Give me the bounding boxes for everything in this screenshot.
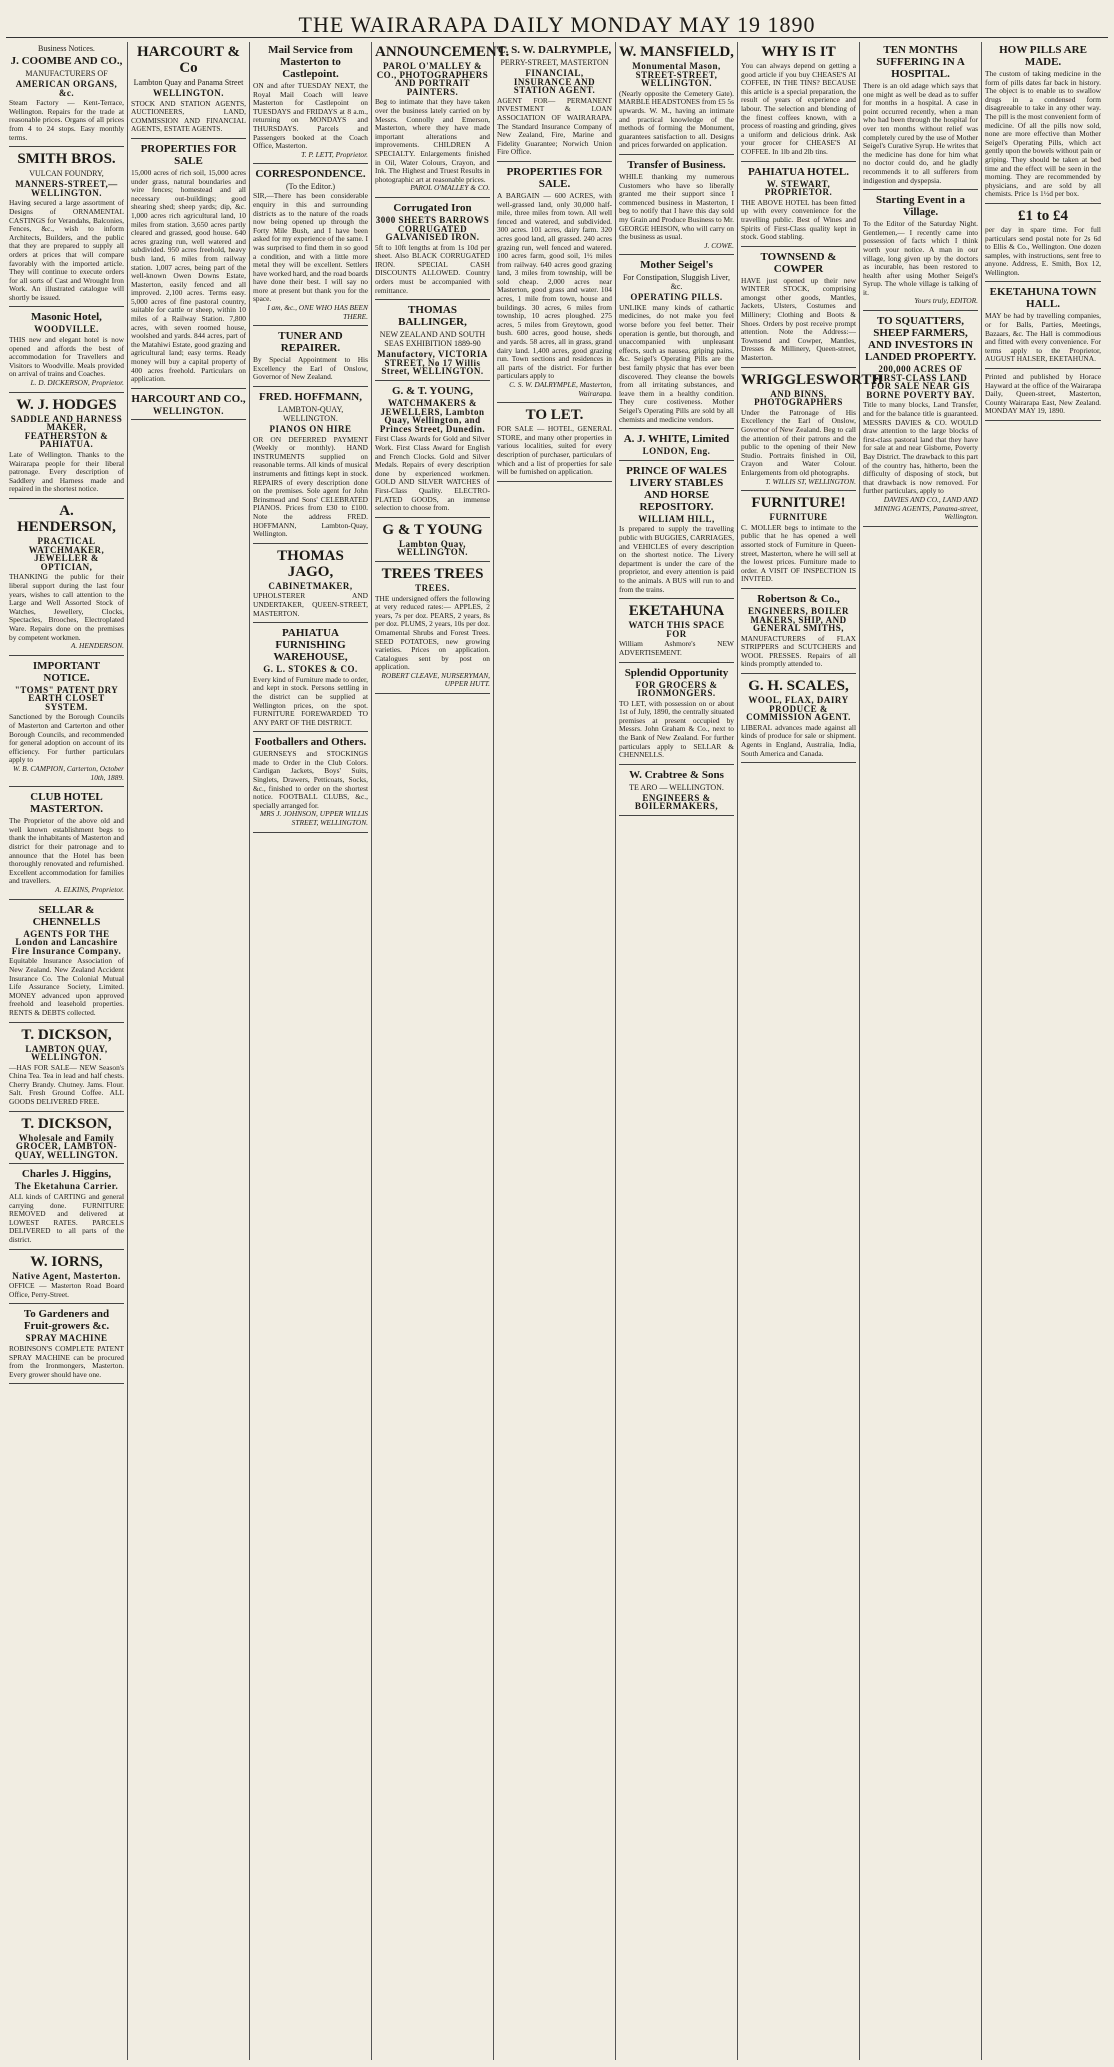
ad-signature: L. D. DICKERSON, Proprietor. (30, 378, 124, 388)
ad-body-text: Having secured a large assortment of Designs of ORNAMENTAL CASTINGS for Verandahs, Balconies, Fences, &c., wish to inform Architects, Builders, and the public that they are prepared to supply all orders at prices that will compare favorably with the imported article. They will continue to execute orders for all sorts of Cast and Wrought Iron Work. An illustrated catalogue will shortly be issued. (9, 198, 124, 302)
ad-divider (375, 380, 490, 381)
ad-heading: Charles J. Higgins, (21, 1168, 112, 1181)
ad-divider (741, 588, 856, 589)
ad-heading: G & T YOUNG (382, 521, 483, 538)
ad-caps-line: FINANCIAL, INSURANCE AND STATION AGENT. (513, 68, 596, 96)
advertisement (985, 373, 1101, 416)
advertisement (9, 660, 124, 783)
column-7 (738, 42, 884, 2060)
ad-body-text: OFFICE — Masterton Road Board Office, Perry-Street. (9, 1281, 124, 1299)
advertisement (741, 678, 856, 758)
ad-heading: HARCOURT AND CO., (131, 392, 246, 405)
ad-heading: To Gardeners and Fruit-growers &c. (23, 1308, 110, 1333)
ad-body-text: Under the Patronage of His Excellency the Earl of Onslow, Governor of New Zealand. Beg to call the attention of their patrons and the public to the opening of their New Studio. Portraits finished in Oil, Crayon and Water Colour. Enlargements from old photographs. (741, 407, 856, 477)
ad-body-text: Steam Factory — Kent-Terrace, Wellington. Repairs for the trade at reasonable prices. Organs of all prices from 4 to 24 stops. Easy monthly terms. (9, 98, 124, 142)
advertisement (9, 1308, 124, 1379)
ad-caps-line: FOR GROCERS & IRONMONGERS. (635, 679, 718, 699)
ad-signature: J. COWE. (704, 240, 734, 250)
ad-body-text: THE ABOVE HOTEL has been fitted up with every convenience for the travelling public. Best of Wines and Spirits of First-Class quality kept in stock. Good stabling. (741, 197, 856, 242)
ad-body-text: Is prepared to supply the travelling public with BUGGIES, CARRIAGES, and VEHICLES of every description on the shortest notice. The Livery department is under the care of the proprietor, and every attention is paid to the animals. A BUS will run to and from the trains. (619, 524, 734, 594)
ad-heading: Corrugated Iron (393, 201, 472, 214)
ad-divider (619, 428, 734, 429)
ad-divider (9, 786, 124, 787)
ad-divider (375, 517, 490, 518)
ad-divider (985, 281, 1101, 282)
advertisement (497, 407, 612, 477)
ad-caps-line: SPRAY MACHINE (25, 1333, 108, 1344)
ad-body-text: OR ON DEFERRED PAYMENT (Weekly or monthly). HAND INSTRUMENTS supplied on reasonable terms. All kinds of musical instruments and fittings kept in stock. REPAIRS of every description done on the premises. Sole agent for John Brinsmead and Sons' CELEBRATED PIANOS. Prices from £30 to £100. Note the address FRED. HOFFMANN, Lambton-Quay, Wellington. (253, 434, 368, 539)
ad-divider (253, 386, 368, 387)
ad-heading: TEN MONTHS SUFFERING IN A HOSPITAL. (876, 44, 965, 80)
ad-heading: Mother Seigel's (640, 259, 713, 272)
ad-body-text: Printed and published by Horace Hayward at the office of the Wairarapa Daily, Queen-street, Masterton, County Wairarapa East, New Zealand. MONDAY MAY 19, 1890. (985, 372, 1101, 416)
masthead-title: THE WAIRARAPA DAILY MONDAY MAY 19 1890 (298, 12, 816, 37)
ad-caps-line: LONDON, Eng. (642, 446, 711, 457)
ad-heading: TO SQUATTERS, SHEEP FARMERS, AND INVESTORS IN LANDED PROPERTY. (864, 315, 977, 364)
ad-caps-line: WATCHMAKERS & JEWELLERS, Lambton Quay, Wellington, and Princes Street, Dunedin. (379, 398, 486, 434)
advertisement (619, 667, 734, 760)
ad-caps-line: WELLINGTON. (152, 88, 225, 98)
column-1 (6, 42, 128, 2060)
ad-subheading: LAMBTON-QUAY, WELLINGTON. (277, 405, 344, 424)
ad-body-text: FOR SALE — HOTEL, GENERAL STORE, and many other properties in various localities, suited for every description of purchaser, particulars of which and a list of properties for sale will be furnished on application. (497, 424, 612, 477)
ad-body-text: LIBERAL advances made against all kinds of produce for sale or shipment. Agents in England, Australia, India, South America and Canada. (741, 722, 856, 758)
ad-body-text: ALL kinds of CARTING and general carrying done. FURNITURE REMOVED and delivered at LOWEST RATES. PARCELS DELIVERED to all parts of the district. (9, 1192, 124, 1244)
ad-heading: Masonic Hotel, (31, 311, 102, 324)
ad-body-text: Late of Wellington. Thanks to the Wairarapa people for their liberal patronage. Every description of Saddlery and Harness made and repaired in the shortest notice. (9, 450, 124, 494)
ad-subheading: For Constipation, Sluggish Liver, &c. (622, 273, 730, 292)
ad-divider (985, 420, 1101, 421)
ad-signature: T. WILLIS ST, WELLINGTON. (765, 476, 856, 486)
ad-heading: FURNITURE! (751, 495, 846, 512)
column-4 (372, 42, 510, 2060)
advertisement (741, 495, 856, 584)
ad-heading: WHY IS IT (761, 44, 836, 60)
ad-divider (863, 189, 978, 190)
ad-heading: TO LET. (525, 407, 584, 424)
ad-signature: C. S. W. DALRYMPLE, Masterton, Wairarapa. (509, 380, 612, 398)
ad-caps-line: OPERATING PILLS. (630, 292, 723, 303)
advertisement (375, 566, 490, 689)
ad-heading: Footballers and Others. (254, 736, 367, 749)
ad-subheading: VULCAN FOUNDRY, (29, 169, 104, 179)
advertisement (131, 44, 246, 134)
column-9 (982, 42, 1104, 2060)
ad-signature: I am, &c., ONE WHO HAS BEEN THERE. (267, 303, 368, 321)
ad-signature: DAVIES AND CO., LAND AND MINING AGENTS, Panama-street, Wellington. (874, 494, 978, 522)
ad-signature: T. P. LETT, Proprietor. (301, 149, 368, 159)
ad-divider (619, 764, 734, 765)
ad-heading: PRINCE OF WALES LIVERY STABLES AND HORSE REPOSITORY. (626, 464, 727, 513)
ad-caps-line: ENGINEERS, BOILER MAKERS, SHIP, AND GENERAL SMITHS, (747, 605, 850, 634)
ad-divider (9, 1163, 124, 1164)
advertisement (741, 251, 856, 363)
ad-heading: T. DICKSON, (21, 1115, 112, 1132)
ad-divider (741, 762, 856, 763)
ad-heading: SMITH BROS. (17, 151, 116, 168)
ad-body-text: UNLIKE many kinds of cathartic medicines, do not make you feel worse before you feel better. Their operation is gentle, but thorough, and unaccompanied with unpleasant effects, such as nausea, griping pains, &c. Seigel's Operating Pills are the best family physic that has ever been discovered. They cleanse the bowels from all irritating substances, and leave them in a healthy condition. They cure costiveness. Mother Seigel's Operating Pills are sold by all chemists and medicine vendors. (619, 302, 734, 424)
ad-divider (985, 203, 1101, 204)
ad-heading: J. COOMBE AND CO., (10, 55, 123, 67)
advertisement (741, 593, 856, 669)
ad-divider (741, 490, 856, 491)
ad-divider (9, 1303, 124, 1304)
ad-body-text: THIS new and elegant hotel is now opened and affords the best of accommodation for Travellers and Visitors to Woodville. Meals provided on arrival of trains and Coaches. (9, 335, 124, 379)
column-3 (250, 42, 372, 2060)
ad-divider (619, 815, 734, 816)
ad-body-text: There is an old adage which says that one might as well be dead as to suffer for months in a hospital. A case in point occurred recently, when a man who had been through the hospital for over ten months without relief was completely cured by the use of Mother Seigel's Curative Syrup. He writes that the medicine has done for him what no doctor could do, and he gladly recommends it to all sufferers from indigestion and dyspepsia. (863, 81, 978, 185)
advertisement (741, 371, 884, 487)
ad-caps-line: "TOMS" PATENT DRY EARTH CLOSET SYSTEM. (14, 684, 119, 712)
ad-heading: TUNER AND REPAIRER. (278, 330, 343, 355)
advertisement (9, 1116, 124, 1160)
masthead-rule (6, 37, 1108, 38)
ad-body-text: THANKING the public for their liberal support during the last four years, wishes to call attention to the Large and Well Assorted Stock of Watches, Jewellery, Clocks, Spectacles, Brooches, Electroplated Ware. Repairs done on the premises by competent workmen. (9, 572, 124, 642)
ad-caps-line: WELLINGTON. (152, 405, 225, 416)
ad-caps-line: WILLIAM HILL, (638, 513, 715, 524)
ad-heading: G. H. SCALES, (748, 678, 849, 695)
ad-heading: W. MANSFIELD, (619, 44, 734, 60)
ad-caps-line: PIANOS ON HIRE (269, 424, 352, 435)
advertisement (863, 315, 978, 522)
ad-heading: Starting Event in a Village. (876, 194, 965, 219)
ad-divider (253, 731, 368, 732)
advertisement (375, 202, 490, 295)
ad-body-text: ON and after TUESDAY NEXT, the Royal Mail Coach will leave Masterton for Castlepoint on TUESDAYS and FRIDAYS at 8 a.m., returning on MONDAYS and THURSDAYS. Parcels and Passengers booked at the Coach Office, Masterton. (253, 81, 368, 151)
ad-heading: CLUB HOTEL MASTERTON. (29, 791, 104, 816)
ad-body-text: UPHOLSTERER AND UNDERTAKER, QUEEN-STREET, MASTERTON. (253, 591, 368, 618)
ad-signature: MRS J. JOHNSON, UPPER WILLIS STREET, WELLINGTON. (260, 809, 368, 828)
advertisement (9, 151, 124, 302)
ad-body-text: Beg to intimate that they have taken over the business lately carried on by Messrs. Connolly and Emerson, Masterton, where they have made important alterations and improvements. CHILDREN A SPECIALTY. Enlargements finished in Oil, Water Colours, Crayon, and Ink. The Highest and Truest Results in photographic art at reasonable prices. (375, 97, 490, 184)
ad-heading: PAHIATUA HOTEL. (747, 165, 850, 178)
ad-heading: EKETAHUNA (628, 603, 725, 620)
advertisement (9, 791, 124, 894)
ad-heading: FRED. HOFFMANN, (259, 391, 362, 404)
ad-caps-line: WATCH THIS SPACE FOR (628, 620, 725, 639)
advertisement (863, 194, 978, 306)
ad-body-text: GUERNSEYS and STOCKINGS made to Order in the Club Colors. Cardigan Jackets, Boys' Suits, Singlets, Drawers, Petticoats, Socks, &c., finished to order on the shortest notice. FOOTBALL CLUBS, &c., specially arranged for. (253, 749, 368, 810)
ad-caps-line: G. L. STOKES & CO. (263, 664, 358, 675)
advertisement (253, 391, 368, 539)
ad-body-text: SIR,—There has been considerable enquiry in this and surrounding districts as to the nature of the roads now being opened up through the Forty Mile Bush, and I have been asked for my experience of the same. I was surprised to find them in so good a condition, and with a little more metal they will be excellent. Settlers have worked hard, and the road boards have done their best. I will say no more at present but thank you for the space. (253, 191, 368, 304)
ad-body-text: Every kind of Furniture made to order, and kept in stock. Persons settling in the district can be supplied at Wellington prices, on the spot. FURNITURE FOREWARDED TO ANY PART OF THE DISTRICT. (253, 674, 368, 727)
ad-divider (253, 622, 368, 623)
ad-heading: W. Crabtree & Sons (629, 768, 724, 781)
ad-divider (131, 138, 246, 139)
ad-body-text: 15,000 acres of rich soil, 15,000 acres under grass, natural boundaries and wire fences; homestead and all necessary out-buildings; good shearing shed; sheep yards; dip, &c. 1,000 acres rich agricultural land, 10 miles from station. 3,650 acres partly cleared and grassed, good house. 640 acres grazing run, well watered and subdivided. 950 acres freehold, heavy bush land, 6 miles from railway station. 1,007 acres, being part of the well-known Owen Downs Estate, Masterton, easily fenced and all improved. 2,100 acres. Terms easy. 5,000 acres of fine pastoral country, suitable for cattle or sheep, within 10 miles of a Railway Station. 7,800 acres, with seven roomed house, woolshed and yards. 844 acres, part of the Matahiwi Estate, good grazing and agricultural land; easy terms. Ready money will buy a capital property of 400 acres freehold. Particulars on application. (131, 167, 246, 384)
ad-heading: A. HENDERSON, (17, 502, 116, 535)
advertisement (619, 259, 734, 424)
ad-heading: WRIGGLESWORTH (741, 371, 884, 388)
advertisement (985, 286, 1101, 364)
advertisement (253, 168, 368, 321)
advertisement (375, 522, 490, 557)
ad-body-text: The Proprietor of the above old and well known establishment begs to thank the inhabitants of Masterton and district for their patronage and to announce that the Hotel has been thoroughly renovated and refurnished. Excellent accommodation for families and travellers. (9, 816, 124, 886)
ad-divider (131, 388, 246, 389)
ad-divider (741, 161, 856, 162)
ad-heading: EKETAHUNA TOWN HALL. (989, 286, 1097, 311)
ad-caps-line: MANNERS-STREET,— WELLINGTON. (15, 179, 118, 198)
advertisement (9, 44, 124, 142)
ad-body-text: C. MOLLER begs to intimate to the public that he has opened a well assorted stock of Furniture in Queen-street, Masterton, where he will sell at the lowest prices. Furniture made to order. A VISIT OF INSPECTION IS INVITED. (741, 522, 856, 584)
ad-signature: A. ELKINS, Proprietor. (55, 884, 124, 894)
ad-signature: Yours truly, EDITOR. (914, 296, 978, 306)
ad-heading: C. S. W. DALRYMPLE, (497, 44, 612, 56)
ad-divider (375, 299, 490, 300)
ad-caps-line: PRACTICAL WATCHMAKER, JEWELLER & OPTICIAN, (28, 535, 105, 572)
ad-heading: HARCOURT & Co (137, 44, 240, 76)
ad-body-text: To the Editor of the Saturday Night. Gentlemen,— I recently came into possession of facts which I think worth your notice. A man in our village, long given up by the doctors as incurable, has been restored to health after using Mother Seigel's Syrup. The whole village is talking of it. (863, 219, 978, 297)
ad-subheading: MANUFACTURERS OF (25, 69, 108, 78)
advertisement (497, 44, 612, 157)
ad-divider (9, 1022, 124, 1023)
ad-divider (619, 254, 734, 255)
advertisement (619, 159, 734, 250)
advertisement (497, 166, 612, 398)
ad-divider (497, 161, 612, 162)
advertisement (253, 548, 368, 618)
ad-signature: A. HENDERSON. (70, 641, 124, 651)
ad-kicker: Business Notices. (38, 44, 95, 53)
advertisement (9, 311, 124, 387)
ad-divider (253, 832, 368, 833)
ad-divider (497, 481, 612, 482)
advertisement (375, 44, 510, 193)
advertisement (619, 44, 734, 150)
ad-heading: W. IORNS, (30, 1253, 103, 1270)
ad-caps-line: AGENTS FOR THE London and Lancashire Fire Insurance Company. (11, 928, 122, 956)
ad-divider (619, 598, 734, 599)
advertisement (9, 1254, 124, 1300)
ad-divider (253, 325, 368, 326)
ad-divider (375, 197, 490, 198)
ad-caps-line: WOODVILLE. (34, 324, 99, 335)
ad-divider (9, 899, 124, 900)
ad-heading: PROPERTIES FOR SALE. (506, 165, 603, 190)
ad-heading: PROPERTIES FOR SALE (140, 142, 237, 167)
advertisement (375, 304, 490, 376)
ad-heading: TOWNSEND & COWPER (760, 250, 837, 275)
ad-caps-line: LAMBTON QUAY, WELLINGTON. (25, 1043, 108, 1063)
column-6 (616, 42, 738, 2060)
ad-caps-line: Wholesale and Family GROCER, LAMBTON-QUAY, WELLINGTON. (14, 1132, 119, 1160)
ad-caps-line: 200,000 ACRES OF FIRST-CLASS LAND FOR SALE NEAR GIS BORNE POVERTY BAY. (866, 364, 975, 400)
ad-heading: W. J. HODGES (16, 396, 117, 413)
ad-caps-line: PAROL O'MALLEY & CO., PHOTOGRAPHERS AND PORTRAIT PAINTERS. (376, 61, 489, 97)
ad-body-text: TO LET, with possession on or about 1st of July, 1890, the centrally situated premises at present occupied by Messrs. John Graham & Co., next to the Bank of New Zealand. For further particulars apply to SELLAR & CHENNELLS. (619, 698, 734, 760)
ad-body-text: William Ashmore's NEW ADVERTISEMENT. (619, 639, 734, 657)
ad-divider (741, 367, 856, 368)
ad-divider (863, 526, 978, 527)
ad-heading: PAHIATUA FURNISHING WAREHOUSE, (273, 627, 348, 664)
ad-caps-line: Native Agent, Masterton. (12, 1270, 121, 1281)
ad-divider (9, 146, 124, 147)
ad-divider (9, 498, 124, 499)
ad-body-text: Equitable Insurance Association of New Zealand. New Zealand Accident Insurance Co. The Colonial Mutual Life Assurance Society, Limited. MONEY advanced upon approved freehold and leasehold properties. RENTS & DEBTS collected. (9, 956, 124, 1017)
ad-body-text: By Special Appointment to His Excellency the Earl of Onslow, Governor of New Zealand. (253, 355, 368, 382)
ad-caps-line: ENGINEERS & BOILERMAKERS, (634, 792, 719, 812)
advertisement (9, 1027, 124, 1107)
ad-heading: SELLAR & CHENNELLS (32, 903, 101, 928)
advertisement (131, 143, 246, 384)
advertisement (741, 44, 856, 157)
ad-heading: Splendid Opportunity (624, 666, 729, 679)
ad-caps-line: AMERICAN ORGANS, &c. (15, 79, 118, 98)
ad-divider (619, 662, 734, 663)
advertisement (619, 769, 734, 811)
ad-divider (985, 368, 1101, 369)
ad-caps-line: FURNITURE (769, 512, 828, 523)
ad-subheading: TE ARO — WELLINGTON. (629, 782, 724, 792)
advertisement (253, 627, 368, 727)
advertisement (253, 44, 368, 159)
advertisement (131, 393, 246, 416)
ad-body-text: AGENT FOR— PERMANENT INVESTMENT & LOAN ASSOCIATION OF WAIRARAPA. The Standard Insurance Company of New Zealand, Fire, Marine and Fidelity Guarantee; Norwich Union Fire Office. (497, 95, 612, 157)
ad-heading: Mail Service from Masterton to Castlepoint. (268, 44, 353, 80)
ad-caps-line: Manufactory, VICTORIA STREET, No 17 Willis Street, WELLINGTON. (377, 349, 488, 377)
advertisement (863, 44, 978, 185)
ad-signature: ROBERT CLEAVE, NURSERYMAN, UPPER HUTT. (381, 670, 490, 689)
ad-caps-line: Monumental Mason, STREET-STREET, WELLINGTON. (632, 61, 721, 89)
ad-body-text: MANUFACTURERS of FLAX STRIPPERS and SCUTCHERS and WOOL PRESSES. Repairs of all kinds promptly attended to. (741, 633, 856, 669)
column-grid (6, 42, 1108, 2060)
advertisement (985, 208, 1101, 278)
ad-caps-line: AND BINNS, PHOTOGRAPHERS (754, 388, 843, 408)
ad-body-text: (Nearly opposite the Cemetery Gate). MARBLE HEADSTONES from £5 5s upwards. W. M., having an intimate and practical knowledge of the methods of forming the Monument, guarantees satisfaction to all. Designs and prices forwarded on application. (619, 88, 734, 150)
ad-body-text: The custom of taking medicine in the form of pills dates far back in history. The object is to enable us to swallow drugs in a condensed form disagreeable to take in any other way. The pill is the most convenient form of medicine. Of all the pills now sold, none are more effective than Mother Seigel's Operating Pills, which act gently upon the bowels without pain or griping. They should be taken at bed time and the effect will be seen in the morning. They are recommended by physicians, and are sold by all chemists. Price 1s 1½d per box. (985, 69, 1101, 199)
ad-divider (497, 402, 612, 403)
ad-body-text: MAY be had by travelling companies, or for Balls, Parties, Meetings, Bazaars, &c. The Hall is commodious and fitted with every convenience. For terms apply to the Proprietor, AUGUST HALSER, EKETAHUNA. (985, 311, 1101, 364)
ad-caps-line: TREES. (415, 582, 450, 593)
ad-divider (9, 1383, 124, 1384)
ad-heading: Robertson & Co., (757, 592, 840, 605)
advertisement (619, 465, 734, 594)
advertisement (253, 330, 368, 382)
advertisement (9, 397, 124, 494)
ad-caps-line: 3000 SHEETS BARROWS CORRUGATED GALVANISED IRON. (375, 214, 490, 243)
advertisement (9, 904, 124, 1018)
ad-caps-line: CABINETMAKER, (268, 580, 353, 591)
ad-heading: THOMAS BALLINGER, (398, 304, 467, 329)
advertisement (619, 433, 734, 456)
ad-body-text: THE undersigned offers the following at very reduced rates:— APPLES, 2 years, 7s per doz. PEARS, 2 years, 8s per doz. PLUMS, 2 years, 10s per doz. Ornamental Shrubs and Forest Trees. SEED POTATOES, new growing varieties. Prices on application. Catalogues sent by post on application. (375, 593, 490, 672)
ad-body-text: WHILE thanking my numerous Customers who have so liberally granted me their support since I commenced business in Masterton, I beg to notify that I have this day sold my Grain and Produce Business to Mr. GEORGE HEISON, who will carry on the business as usual. (619, 171, 734, 242)
ad-divider (253, 163, 368, 164)
ad-divider (9, 306, 124, 307)
ad-signature: W. B. CAMPION, Carterton, October 10th, 1889. (13, 764, 124, 782)
column-2 (128, 42, 250, 2060)
ad-divider (375, 561, 490, 562)
ad-heading: TREES TREES (381, 565, 484, 582)
ad-caps-line: SADDLE AND HARNESS MAKER, FEATHERSTON & PAHIATUA. (10, 413, 123, 450)
advertisement (9, 1168, 124, 1244)
advertisement (9, 503, 124, 651)
ad-divider (9, 1249, 124, 1250)
ad-divider (619, 154, 734, 155)
ad-caps-line: Lambton Quay, WELLINGTON. (396, 538, 469, 558)
ad-heading: THOMAS JAGO, (277, 547, 344, 580)
ad-caps-line: W. STEWART, PROPRIETOR. (764, 178, 833, 198)
ad-caps-line: The Eketahuna Carrier. (14, 1181, 119, 1192)
ad-heading: A. J. WHITE, Limited (623, 433, 730, 446)
ad-heading: G. & T. YOUNG, (391, 385, 474, 398)
masthead (0, 0, 1114, 40)
ad-body-text: STOCK AND STATION AGENTS, AUCTIONEERS, LAND, COMMISSION AND FINANCIAL AGENTS, ESTATE AGENTS. (131, 98, 246, 134)
ad-heading: HOW PILLS ARE MADE. (999, 44, 1087, 68)
ad-heading: Transfer of Business. (627, 158, 726, 171)
ad-body-text: HAVE just opened up their new WINTER STOCK, comprising amongst other goods, Mantles, Jackets, Ulsters, Costumes and Millinery; Clothing and Boots & Shoes. Orders by post receive prompt attention. Note the Address:— Townsend and Cowper, Mantles, Dresses & Millinery, Queen-street, Masterton. (741, 275, 856, 363)
ad-subheading: NEW ZEALAND AND SOUTH SEAS EXHIBITION 1889-90 (379, 330, 486, 349)
advertisement (741, 166, 856, 242)
ad-body-text: ROBINSON'S COMPLETE PATENT SPRAY MACHINE can be procured from the Ironmongers, Masterton. Every grower should have one. (9, 1343, 124, 1379)
ad-body-text: You can always depend on getting a good article if you buy CHEASE'S AI COFFEE, IN THE TINS? BECAUSE this article is a special preparation, the result of years of experience and labour. The selection and blending of the finest coffees known, with a process of roasting and grinding, gives a uniform and delicious drink. Ask your grocer for CHEASE'S AI COFFEE. In 1lb and 2lb tins. (741, 61, 856, 156)
ad-heading: £1 to £4 (1018, 207, 1068, 224)
column-5 (494, 42, 616, 2060)
ad-heading: CORRESPONDENCE. (255, 168, 366, 181)
ad-divider (619, 460, 734, 461)
ad-caps-line: WOOL, FLAX, DAIRY PRODUCE & COMMISSION AGENT. (746, 695, 851, 723)
ad-body-text: A BARGAIN — 600 ACRES, with well-grassed land, only 30,000 half-mile, three miles from town. All well fenced and watered, and subdivided. 300 acres. 101 acres, dairy farm. 320 acres good land, all grassed. 240 acres grazing run, well fenced and watered. 100 acres farm, good soil, 1½ miles from railway. 640 acres good grazing land, 3 miles from township, will be sold cheap. 2,000 acres near Masterton, good grass and water. 104 acres, 1 mile from town, house and buildings. 30 acres, 6 miles from township, 10 acres ploughed. 275 acres, 5 miles from Greytown, good bush. 600 acres, good house, sheds and yards. 58 acres, all in grass, grand dairy land. 1,400 acres, good grazing run. Town sections and residences in all parts of the district. For further particulars apply to (497, 190, 612, 381)
ad-subheading: (To the Editor.) (286, 182, 335, 192)
ad-heading: IMPORTANT NOTICE. (32, 659, 101, 684)
advertisement (619, 603, 734, 657)
advertisement (253, 736, 368, 827)
ad-divider (9, 392, 124, 393)
ad-signature: PAROL O'MALLEY & CO. (410, 183, 490, 193)
ad-body-text: —HAS FOR SALE— NEW Season's China Tea. Tea in lead and half chests. Cherry Brandy. Chutney. Jams. Flour. Salt. Fresh Ground Coffee. ALL GOODS DELIVERED FREE. (9, 1062, 124, 1107)
ad-subheading: PERRY-STREET, MASTERTON (500, 58, 609, 67)
ad-divider (741, 673, 856, 674)
ad-divider (9, 655, 124, 656)
ad-heading: ANNOUNCEMENT. (375, 44, 510, 60)
advertisement (985, 44, 1101, 199)
ad-body-text: Title to many blocks, Land Transfer, and for the balance title is guaranteed. MESSRS DAVIES & CO. WOULD draw attention to the large blocks of first-class pastoral land that they have for sale at and near Gisborne, Poverty Bay District. The drawback to this part of the country has, hitherto, been the difficulty of disposing of stock, but that drawback is now removed. For further particulars, apply to (863, 400, 979, 496)
ad-body-text: First Class Awards for Gold and Silver Work. First Class Award for English and French Clocks. Gold and Silver Medals. Repairs of every description done by experienced workmen. GOLD AND SILVER WATCHES of First-Class Quality. ELECTRO-PLATED GOODS, an immense selection to choose from. (375, 434, 490, 513)
ad-divider (863, 310, 978, 311)
ad-divider (9, 1111, 124, 1112)
ad-divider (131, 419, 246, 420)
advertisement (375, 385, 490, 513)
ad-body-text: 5ft to 10ft lengths at from 1s 10d per sheet. Also BLACK CORRUGATED IRON. SPECIAL CASH DISCOUNTS ALLOWED. Country orders must be accompanied with remittance. (375, 242, 490, 295)
ad-heading: T. DICKSON, (21, 1026, 112, 1043)
ad-divider (741, 246, 856, 247)
ad-body-text: per day in spare time. For full particulars send postal note for 2s 6d to Ellis & Co., Wellington. One dozen samples, with instructions, sent free to anyone. Address, E. Smith, Box 12, Wellington. (985, 224, 1101, 277)
column-8 (860, 42, 982, 2060)
ad-body-text: Sanctioned by the Borough Councils of Masterton and Carterton and other Borough Councils, and recommended for general adoption on account of its efficiency. For further particulars apply to (9, 712, 124, 765)
ad-divider (375, 693, 490, 694)
ad-subheading: Lambton Quay and Panama Street (133, 78, 244, 87)
ad-divider (253, 543, 368, 544)
